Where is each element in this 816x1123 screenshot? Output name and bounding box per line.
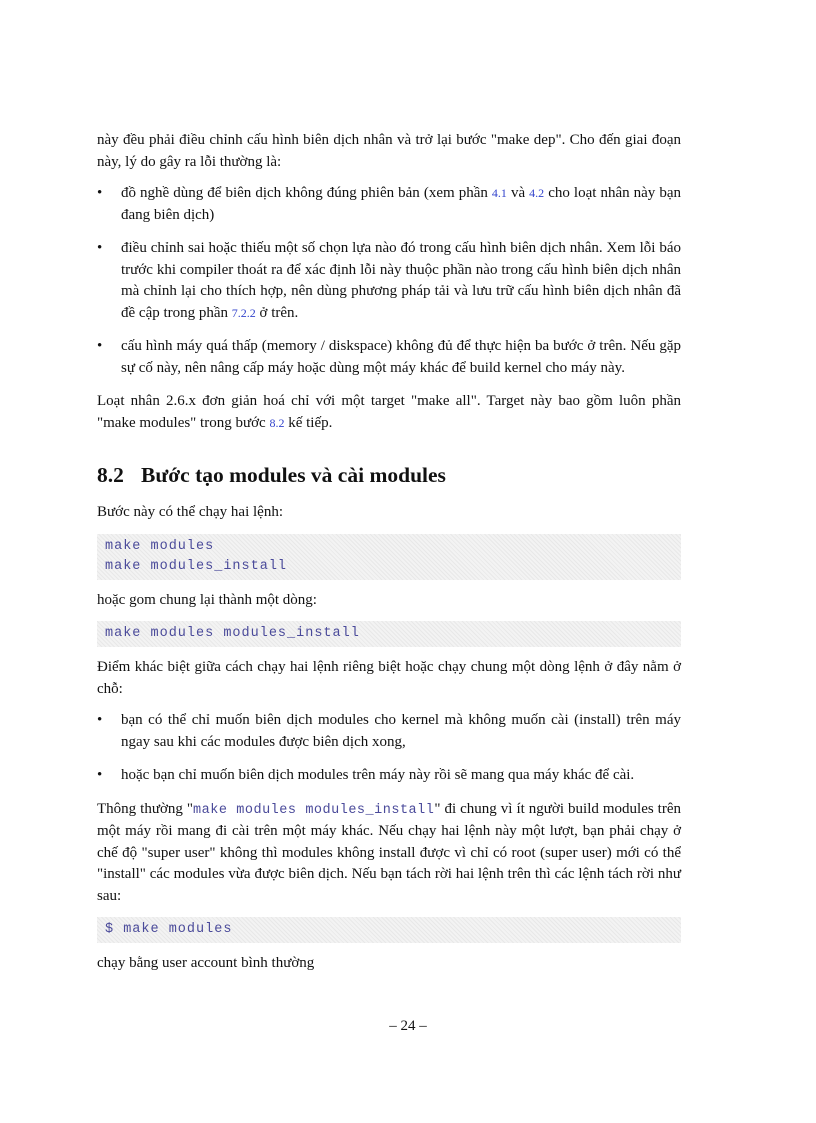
page-body (97, 130, 681, 985)
list-item (97, 710, 681, 753)
paragraph-difference: Điểm khác biệt giữa cách chạy hai lệnh riêng biệt hoặc chạy chung một dòng lệnh ở đây nằm ở chỗ: (97, 659, 681, 697)
list-item-text: và (506, 185, 530, 201)
paragraph-usually (97, 799, 681, 908)
list-item-text: hoặc bạn chỉ muốn biên dịch modules trên máy này rồi sẽ mang qua máy khác để cài. (121, 767, 635, 783)
list-item (97, 183, 681, 226)
list-item (97, 238, 681, 324)
list-item-text: cấu hình máy quá thấp (memory / diskspace) không đủ để thực hiện ba bước ở trên. Nếu gặp sự cố này, nên nâng cấp máy hoặc dùng một máy khác để build kernel cho máy này. (121, 338, 681, 376)
section-ref-link[interactable]: 8.2 (269, 415, 285, 430)
list-item-text: đồ nghề dùng để biên dịch không đúng phiên bản (xem phần (121, 185, 492, 201)
bullet-icon: • (97, 185, 103, 201)
list-item-text: điều chỉnh sai hoặc thiếu một số chọn lựa nào đó trong cấu hình biên dịch nhân. Xem lỗi báo trước khi compiler thoát ra để xác định lỗi này thuộc phần nào trong cấu hình biên dịch nhân mà chỉnh lại cho thích hợp, nên dùng phương pháp tải và lưu trữ cấu hình biên dịch nhân đã đề cập trong phần (121, 240, 681, 321)
code-block (97, 534, 681, 580)
code-line: make modules_install (105, 558, 288, 574)
list-item (97, 765, 681, 787)
paragraph-intro: này đều phải điều chỉnh cấu hình biên dịch nhân và trở lại bước "make dep". Cho đến giai đoạn này, lý do gây ra lỗi thường là: (97, 132, 681, 170)
code-line: $ make modules (105, 922, 233, 937)
paragraph-text: kế tiếp. (284, 414, 333, 431)
paragraph-one-line: hoặc gom chung lại thành một dòng: (97, 591, 317, 608)
page-number: – 24 – (389, 1018, 427, 1034)
section-title: Bước tạo modules và cài modules (141, 463, 446, 487)
bullet-icon: • (97, 767, 103, 783)
list-item (97, 336, 681, 379)
bullet-icon: • (97, 338, 103, 354)
paragraph-kernel-26 (97, 391, 681, 434)
list-item-text: ở trên. (255, 304, 299, 321)
section-heading (97, 462, 681, 488)
bullet-icon: • (97, 240, 103, 256)
code-line: make modules (105, 538, 215, 554)
bullet-list-errors (97, 183, 681, 379)
paragraph-normal-user: chạy bằng user account bình thường (97, 955, 315, 971)
section-ref-link[interactable]: 4.1 (491, 186, 507, 200)
section-ref-link[interactable]: 7.2.2 (231, 305, 256, 320)
section-ref-link[interactable]: 4.2 (529, 186, 545, 200)
paragraph-text: Thông thường " (97, 800, 194, 817)
paragraph-text: Loạt nhân 2.6.x đơn giản hoá chỉ với một target "make all". Target này bao gồm luôn phần "make modules" trong bước (97, 393, 681, 431)
paragraph-two-commands: Bước này có thể chạy hai lệnh: (97, 504, 283, 520)
code-block (97, 917, 681, 943)
paragraph-text: " đi chung vì ít người build modules trên một máy rồi mang đi cài trên một máy khác. Nếu chạy hai lệnh này một lượt, bạn phải chạy ở chế độ "super user" không thì modules không install được vì chỉ có root (super user) mới có thể "install" các modules vừa được biên dịch. Nếu bạn tách rời hai lệnh trên thì các lệnh tách rời như sau: (97, 800, 682, 904)
section-number: 8.2 (97, 463, 124, 487)
list-item-text: cho loạt nhân này bạn đang biên dịch) (121, 185, 681, 223)
code-line: make modules modules_install (105, 626, 360, 641)
code-block (97, 621, 681, 647)
bullet-icon: • (97, 712, 103, 728)
inline-code: make modules modules_install (193, 802, 435, 818)
list-item-text: bạn có thể chỉ muốn biên dịch modules cho kernel mà không muốn cài (install) trên máy ngay sau khi các modules được biên dịch xong, (121, 712, 681, 750)
bullet-list-differences (97, 710, 681, 787)
